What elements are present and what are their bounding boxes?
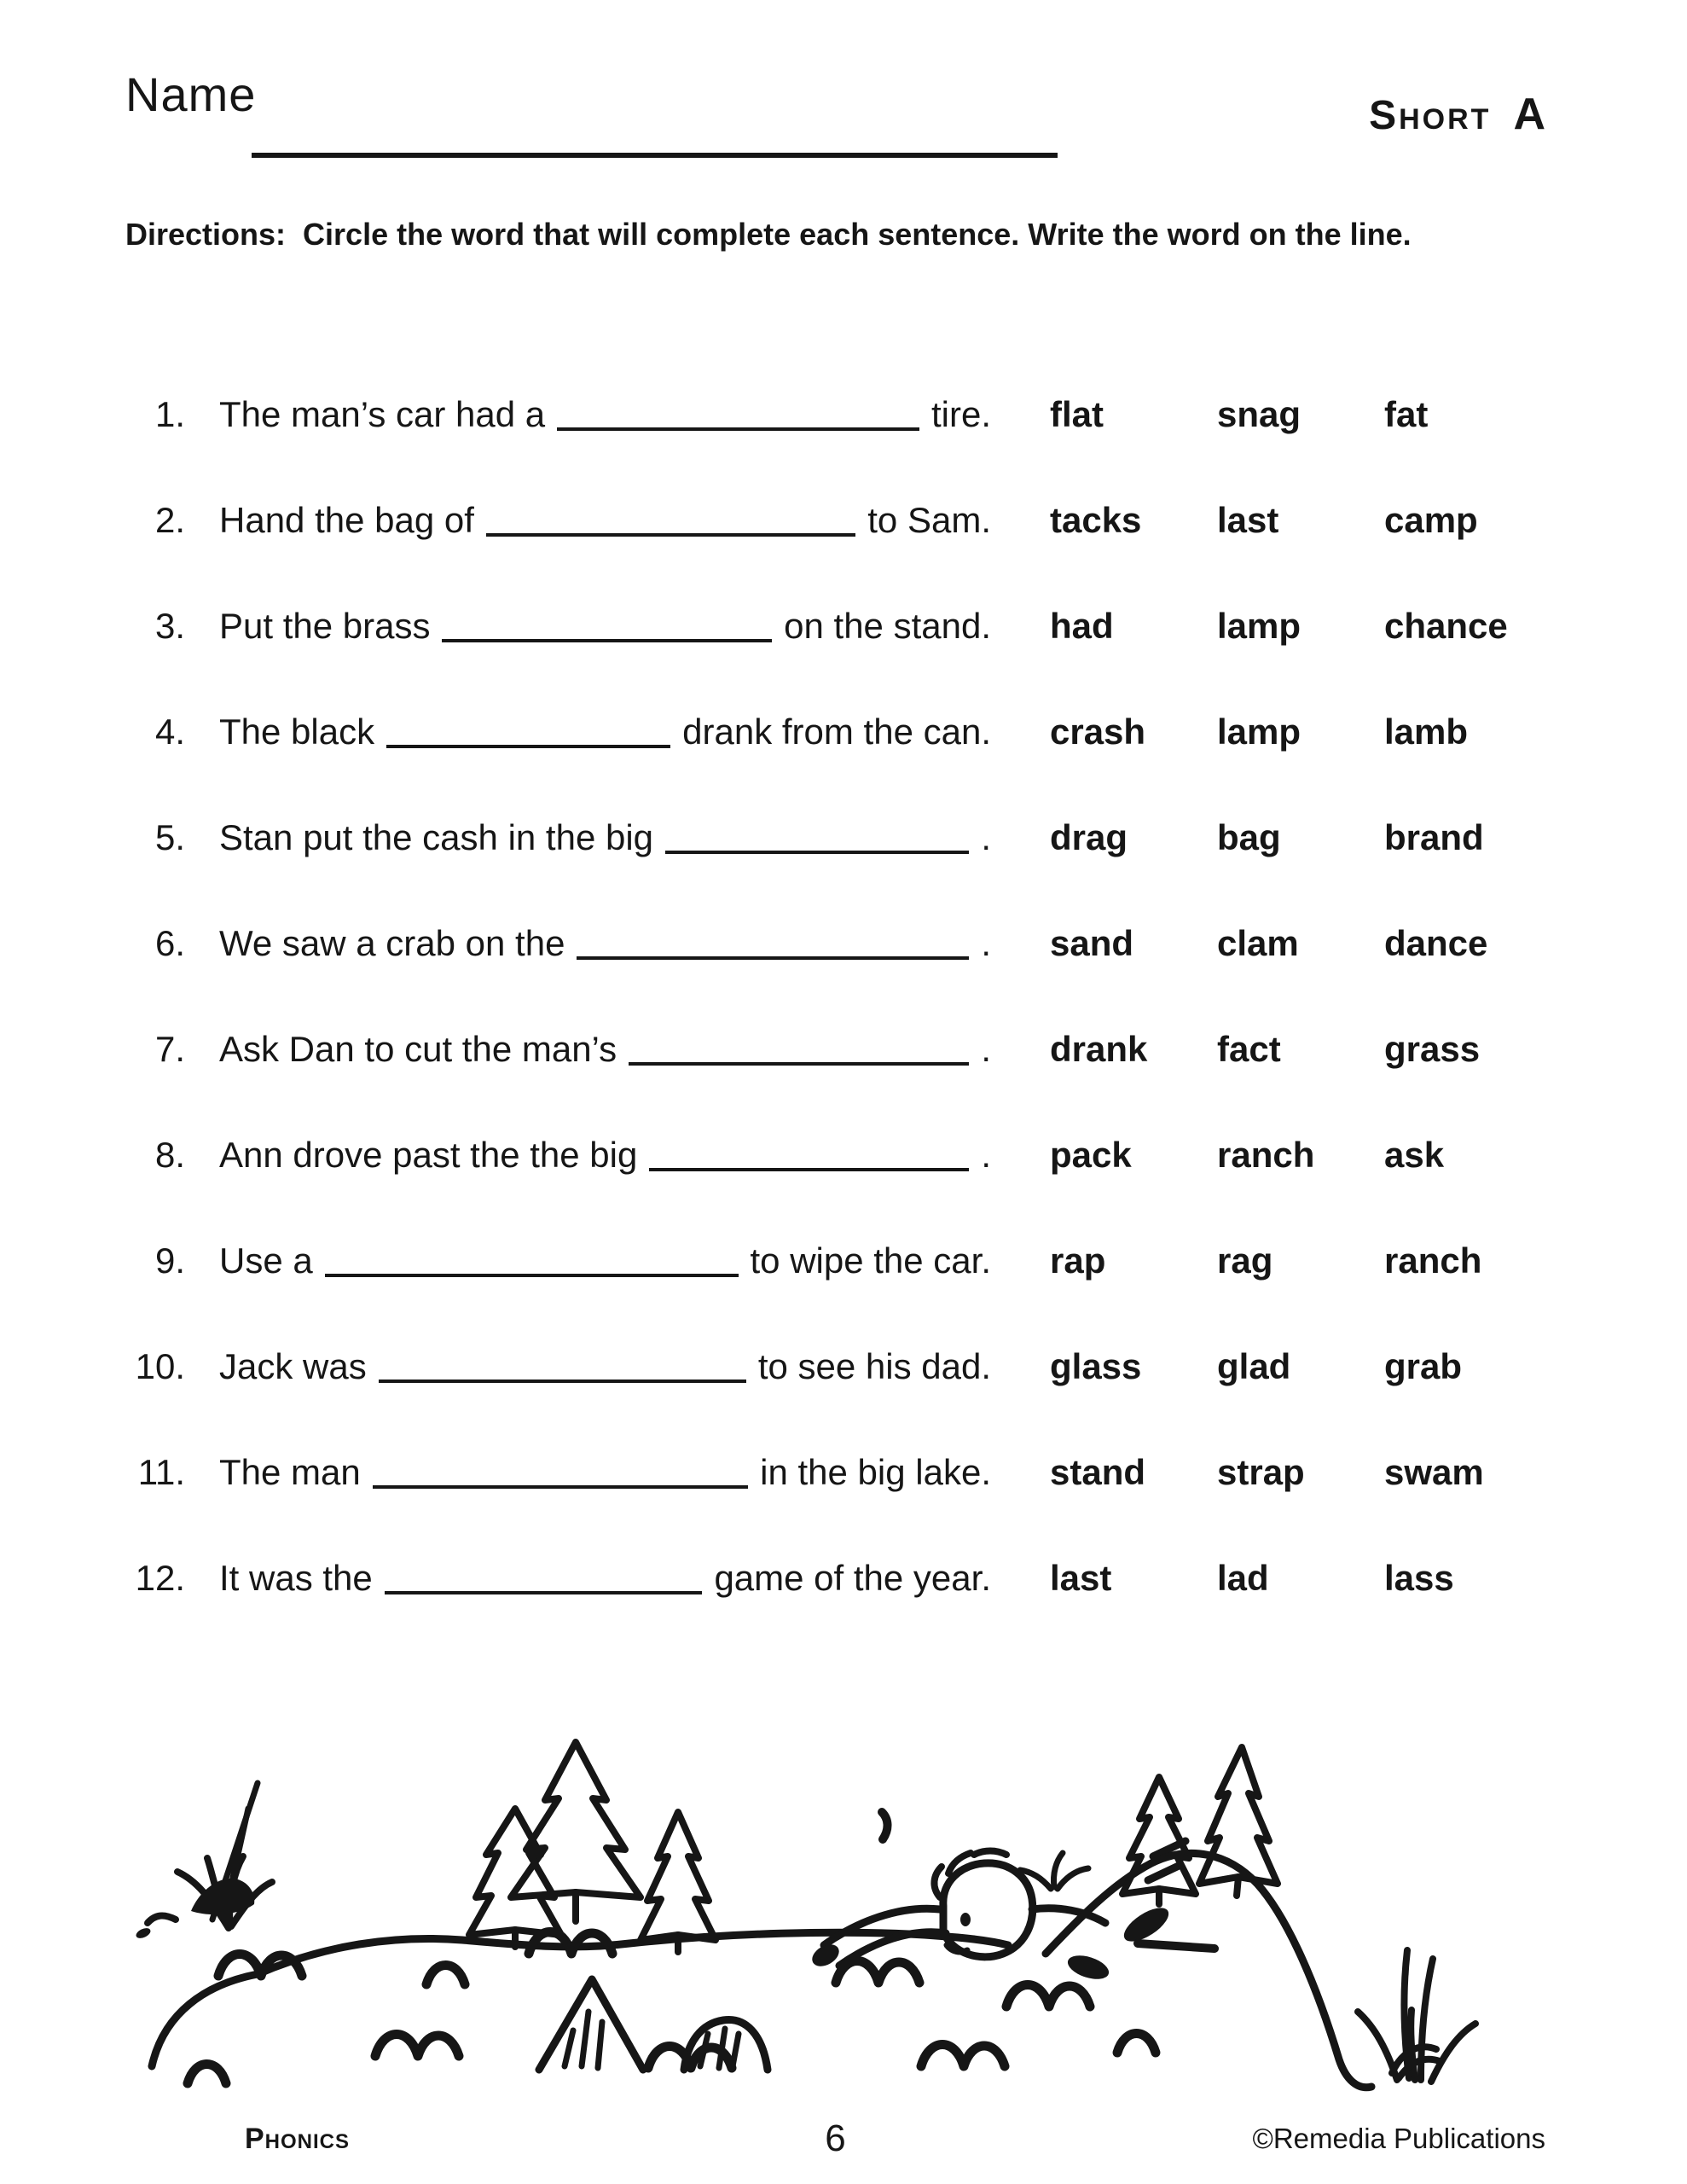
sentence-before: Ask Dan to cut the man’s bbox=[219, 1028, 617, 1069]
item-number: 12. bbox=[135, 1558, 185, 1598]
name-label: Name bbox=[125, 67, 257, 121]
word-choice[interactable]: lamb bbox=[1384, 712, 1469, 752]
answer-blank[interactable] bbox=[486, 533, 855, 537]
sentence bbox=[219, 1451, 991, 1494]
directions bbox=[125, 217, 1575, 253]
item-number: 3. bbox=[154, 606, 185, 646]
title-letter: A bbox=[1513, 90, 1545, 139]
sentence-after: in the big lake. bbox=[760, 1451, 991, 1492]
sentence-after: . bbox=[981, 816, 991, 857]
sentence bbox=[219, 1240, 991, 1282]
word-choice[interactable]: had bbox=[1050, 606, 1114, 646]
sentence bbox=[219, 922, 991, 965]
sentence bbox=[219, 711, 991, 753]
word-choice[interactable]: ask bbox=[1384, 1135, 1445, 1175]
word-choice[interactable]: ranch bbox=[1217, 1135, 1315, 1175]
item-number: 2. bbox=[154, 500, 185, 540]
item-number: 9. bbox=[154, 1240, 185, 1281]
sentence-before: Ann drove past the the big bbox=[219, 1134, 638, 1175]
word-choice[interactable]: strap bbox=[1217, 1452, 1305, 1492]
word-choice[interactable]: chance bbox=[1384, 606, 1508, 646]
item-number: 10. bbox=[135, 1346, 185, 1386]
word-choice[interactable]: pack bbox=[1050, 1135, 1132, 1175]
answer-blank[interactable] bbox=[379, 1380, 746, 1383]
word-choice[interactable]: snag bbox=[1217, 394, 1301, 434]
answer-blank[interactable] bbox=[557, 427, 919, 431]
page-number: 6 bbox=[825, 2117, 846, 2159]
sentence bbox=[219, 605, 991, 648]
sentence-after: game of the year. bbox=[714, 1557, 991, 1598]
word-choice[interactable]: flat bbox=[1050, 394, 1104, 434]
answer-blank[interactable] bbox=[325, 1274, 739, 1277]
word-choice[interactable]: dance bbox=[1384, 923, 1488, 963]
word-choice[interactable]: grab bbox=[1384, 1346, 1463, 1386]
worksheet-row bbox=[125, 573, 1567, 679]
answer-blank[interactable] bbox=[442, 639, 772, 642]
sentence-before: Stan put the cash in the big bbox=[219, 816, 654, 857]
worksheet-row bbox=[125, 785, 1567, 891]
answer-blank[interactable] bbox=[629, 1062, 969, 1066]
word-choice[interactable]: lamp bbox=[1217, 606, 1301, 646]
sentence-after: to Sam. bbox=[867, 499, 991, 540]
word-choice[interactable]: stand bbox=[1050, 1452, 1146, 1492]
item-number: 5. bbox=[154, 817, 185, 857]
item-number: 4. bbox=[154, 712, 185, 752]
sentence-before: Use a bbox=[219, 1240, 313, 1281]
worksheet-row bbox=[125, 1102, 1567, 1208]
word-choice[interactable]: crash bbox=[1050, 712, 1146, 752]
worksheet-row bbox=[125, 1208, 1567, 1314]
answer-blank[interactable] bbox=[577, 956, 969, 960]
sentence-before: The black bbox=[219, 711, 375, 752]
sentence-after: drank from the can. bbox=[682, 711, 991, 752]
sentence bbox=[219, 499, 991, 542]
word-choice[interactable]: camp bbox=[1384, 500, 1478, 540]
sentence bbox=[219, 1557, 991, 1600]
word-choice[interactable]: lass bbox=[1384, 1558, 1454, 1598]
directions-text: Circle the word that will complete each sentence. Write the word on the line. bbox=[303, 217, 1412, 252]
word-choice[interactable]: last bbox=[1050, 1558, 1112, 1598]
word-choice[interactable]: lamp bbox=[1217, 712, 1301, 752]
word-choice[interactable]: fact bbox=[1217, 1029, 1281, 1069]
exercise-list bbox=[125, 362, 1567, 1631]
page-footer bbox=[125, 2117, 1545, 2169]
word-choice[interactable]: rap bbox=[1050, 1240, 1106, 1281]
name-input-line[interactable] bbox=[252, 153, 1058, 158]
word-choice[interactable]: sand bbox=[1050, 923, 1134, 963]
worksheet-row bbox=[125, 362, 1567, 468]
answer-blank[interactable] bbox=[373, 1485, 748, 1489]
title-word: Short bbox=[1369, 93, 1492, 138]
sentence-before: Jack was bbox=[219, 1345, 367, 1386]
sentence bbox=[219, 1134, 991, 1176]
sentence-before: The man’s car had a bbox=[219, 393, 546, 434]
answer-blank[interactable] bbox=[385, 1591, 703, 1594]
answer-blank[interactable] bbox=[386, 745, 670, 748]
page-title bbox=[1369, 89, 1545, 140]
word-choice[interactable]: ranch bbox=[1384, 1240, 1482, 1281]
sentence-before: The man bbox=[219, 1451, 361, 1492]
worksheet-row bbox=[125, 1420, 1567, 1525]
directions-label: Directions: bbox=[125, 217, 287, 252]
word-choice[interactable]: lad bbox=[1217, 1558, 1269, 1598]
sentence-after: on the stand. bbox=[784, 605, 991, 646]
sentence-after: to see his dad. bbox=[757, 1345, 991, 1386]
worksheet-row bbox=[125, 891, 1567, 996]
word-choice[interactable]: brand bbox=[1384, 817, 1484, 857]
sentence bbox=[219, 393, 991, 436]
word-choice[interactable]: swam bbox=[1384, 1452, 1484, 1492]
word-choice[interactable]: fat bbox=[1384, 394, 1429, 434]
worksheet-row bbox=[125, 996, 1567, 1102]
sentence-before: Hand the bag of bbox=[219, 499, 474, 540]
word-choice[interactable]: drag bbox=[1050, 817, 1128, 857]
item-number: 7. bbox=[154, 1029, 185, 1069]
worksheet-row bbox=[125, 679, 1567, 785]
sentence-before: It was the bbox=[219, 1557, 373, 1598]
word-choice[interactable]: clam bbox=[1217, 923, 1299, 963]
word-choice[interactable]: tacks bbox=[1050, 500, 1142, 540]
item-number: 6. bbox=[154, 923, 185, 963]
word-choice[interactable]: grass bbox=[1384, 1029, 1481, 1069]
item-number: 1. bbox=[154, 394, 185, 434]
answer-blank[interactable] bbox=[665, 851, 969, 854]
sentence-after: . bbox=[981, 922, 991, 963]
sentence-after: tire. bbox=[930, 393, 991, 434]
word-choice[interactable]: last bbox=[1217, 500, 1279, 540]
word-choice[interactable]: glad bbox=[1217, 1346, 1291, 1386]
worksheet-row bbox=[125, 1314, 1567, 1420]
worksheet-row bbox=[125, 1525, 1567, 1631]
word-choice[interactable]: rag bbox=[1217, 1240, 1273, 1281]
sentence-before: We saw a crab on the bbox=[219, 922, 565, 963]
sentence bbox=[219, 1028, 991, 1071]
answer-blank[interactable] bbox=[649, 1168, 969, 1171]
word-choice[interactable]: bag bbox=[1217, 817, 1281, 857]
sentence-before: Put the brass bbox=[219, 605, 431, 646]
lake-swimmer-illustration bbox=[130, 1728, 1535, 2097]
item-number: 8. bbox=[154, 1135, 185, 1175]
sentence-after: . bbox=[981, 1028, 991, 1069]
sentence-after: . bbox=[981, 1134, 991, 1175]
sentence bbox=[219, 1345, 991, 1388]
word-choice[interactable]: glass bbox=[1050, 1346, 1142, 1386]
copyright: ©Remedia Publications bbox=[1252, 2123, 1545, 2154]
footer-series-label: Phonics bbox=[245, 2123, 351, 2155]
item-number: 11. bbox=[137, 1452, 185, 1492]
word-choice[interactable]: drank bbox=[1050, 1029, 1148, 1069]
sentence-after: to wipe the car. bbox=[750, 1240, 991, 1281]
worksheet-row bbox=[125, 468, 1567, 573]
sentence bbox=[219, 816, 991, 859]
